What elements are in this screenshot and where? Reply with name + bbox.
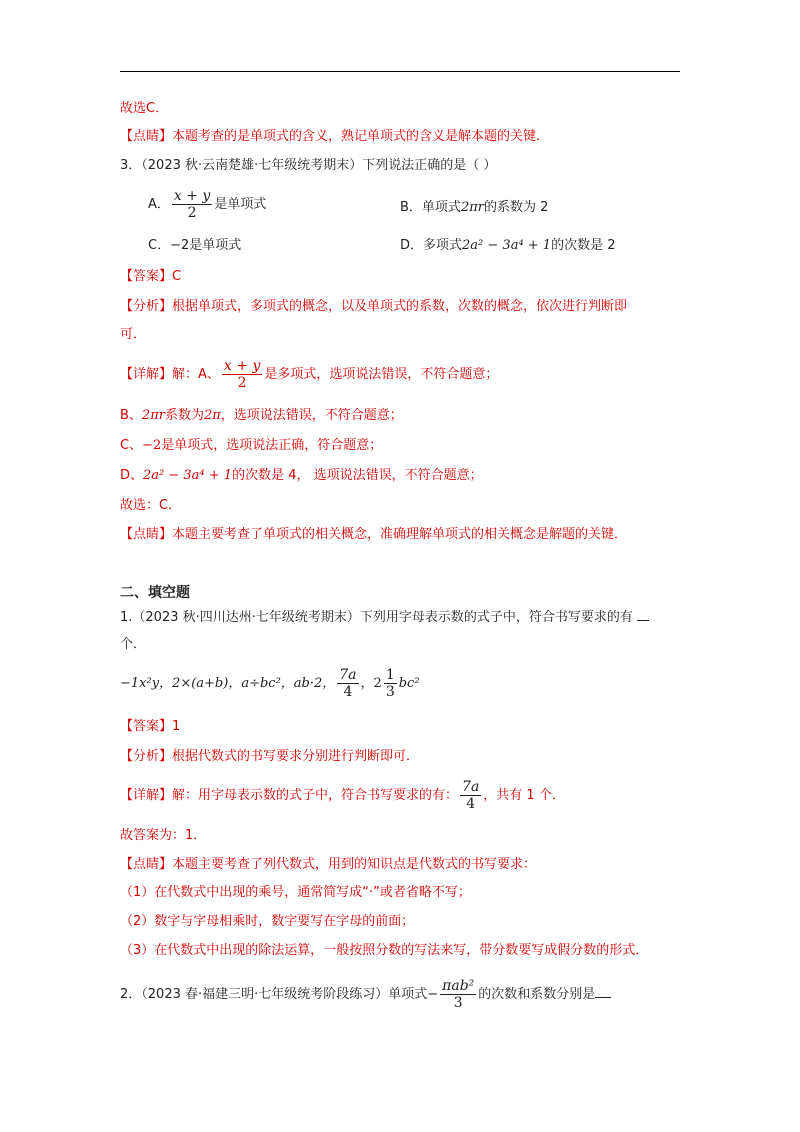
detail-text: C、 [120,438,143,453]
fill1-rule-1: （1）在代数式中出现的乘号，通常简写成“·”或者省略不写； [120,885,471,900]
option-text: 是单项式 [214,197,267,212]
fill1-analysis [120,748,419,766]
denominator: 2 [237,375,247,391]
q3-choice: 故选：C． [120,498,182,513]
fill1-stem [120,608,649,627]
fill1-detail [120,779,565,812]
detail-text: 解：A、 [172,367,220,382]
question-source: （2023 春·福建三明·七年级统考阶段练习） [141,987,389,1002]
q3-option-a [148,188,266,221]
answer-value: 1 [172,719,181,734]
numerator: 7a [339,667,357,683]
q3-option-c [148,237,241,255]
q3-detail-c [120,437,382,455]
fill1-rule-2: （2）数字与字母相乘时，数字要写在字母的前面； [120,914,415,929]
detail-tag: 【详解】 [120,788,173,803]
question-number: 3． [120,158,142,173]
header-rule [120,71,680,72]
q3-detail-a [120,358,498,391]
math-expression: −2 [142,438,162,453]
fill1-rule-3: （3）在代数式中出现的除法运算，一般按照分数的写法来写，带分数要写成假分数的形式． [120,943,649,958]
math-expression: 2a² − 3a⁴ + 1 [462,238,552,253]
question-source: （2023 秋·云南楚雄·七年级统考期末） [141,158,363,173]
detail-text-tail: ，选项说法错误，不符合题意； [220,408,403,423]
detail-tag: 【详解】 [120,367,173,382]
denominator: 4 [343,684,353,700]
fill1-answer [120,718,180,736]
detail-text: B、 [120,408,142,423]
answer-blank[interactable] [595,985,611,998]
detail-text-tail: 是单项式，选项说法正确，符合题意； [161,438,383,453]
math-expression: 2πr [141,408,165,423]
q2-point [120,128,549,146]
question-stem: 下列用字母表示数的式子中，符合书写要求的有 [359,610,633,625]
question-number: 1. [120,610,133,625]
question-stem: 单项式− [388,987,439,1002]
option-text: 多项式 [423,238,463,253]
fill1-final: 故答案为：1． [120,828,207,843]
fraction [460,779,481,812]
fill1-expressions [120,667,420,700]
fraction [337,667,358,700]
numerator: πab² [442,978,475,994]
numerator: 1 [385,667,395,683]
fill1-point [120,856,536,874]
q3-option-d [400,237,616,255]
section-title: 二、填空题 [120,585,190,601]
detail-text-tail: 是多项式，选项说法错误，不符合题意； [264,367,499,382]
point-text: 本题主要考查了列代数式，用到的知识点是代数式的书写要求： [172,857,537,872]
point-text: 本题考查的是单项式的含义，熟记单项式的含义是解本题的关键． [172,129,550,144]
fraction [172,188,212,221]
detail-text-tail: 的次数是 4， 选项说法错误，不符合题意； [232,468,483,483]
denominator: 3 [453,995,463,1011]
answer-blank[interactable] [637,608,649,621]
q3-detail-d [120,467,483,485]
denominator: 2 [187,205,197,221]
denominator: 3 [385,684,395,700]
math-expression: 2a² − 3a⁴ + 1 [143,468,233,483]
math-expression: bc² [398,676,420,691]
answer-value: C [172,269,182,284]
math-expression: ，2 [360,676,382,691]
question-number: 2． [120,987,142,1002]
option-label: C． [148,238,171,253]
question-source: （2023 秋·四川达州·七年级统考期末） [132,610,360,625]
math-expression: 2πr [460,200,484,215]
analysis-tag: 【分析】 [120,749,173,764]
option-text: −2是单项式 [170,238,242,253]
point-tag: 【点睛】 [120,857,173,872]
fraction [440,978,476,1011]
option-label: B． [400,200,422,215]
fill1-stem-tail: 个． [120,637,147,652]
point-text: 本题主要考查了单项式的相关概念，准确理解单项式的相关概念是解题的关键． [172,527,628,542]
option-text-tail: 的次数是 2 [551,238,616,253]
numerator: x + y [223,358,261,374]
analysis-text: 根据单项式，多项式的概念，以及单项式的系数，次数的概念，依次进行判断即 [172,299,628,314]
answer-tag: 【答案】 [120,719,173,734]
detail-text: D、 [120,468,144,483]
q3-option-b [400,199,548,217]
detail-text: 解：用字母表示数的式子中，符合书写要求的有： [172,788,459,803]
fill2-stem [120,978,611,1011]
q2-choice: 故选C． [120,101,169,116]
q3-analysis-1 [120,298,627,316]
q3-point [120,526,627,544]
math-expression: −1x²y，2×(a+b)，a÷bc²，ab·2， [120,676,336,691]
question-stem-tail: 的次数和系数分别是 [478,987,596,1002]
q3-analysis-2: 可． [120,327,147,342]
answer-tag: 【答案】 [120,269,173,284]
detail-text-mid: 系数为 [164,408,204,423]
q3-detail-b [120,407,403,425]
option-text: 单项式 [421,200,461,215]
detail-text-tail: ，共有 1 个． [483,788,565,803]
q3-answer [120,268,181,286]
option-text-tail: 的系数为 2 [483,200,549,215]
q3-stem [120,157,496,175]
option-label: A． [148,197,170,212]
fraction [384,667,397,700]
math-expression: 2π [203,408,221,423]
numerator: 7a [462,779,480,795]
analysis-text: 根据代数式的书写要求分别进行判断即可． [172,749,420,764]
option-label: D． [400,238,424,253]
question-stem: 下列说法正确的是（ ） [362,158,497,173]
point-tag: 【点睛】 [120,129,173,144]
point-tag: 【点睛】 [120,527,173,542]
denominator: 4 [466,796,476,812]
analysis-tag: 【分析】 [120,299,173,314]
fraction [222,358,262,391]
numerator: x + y [173,188,211,204]
